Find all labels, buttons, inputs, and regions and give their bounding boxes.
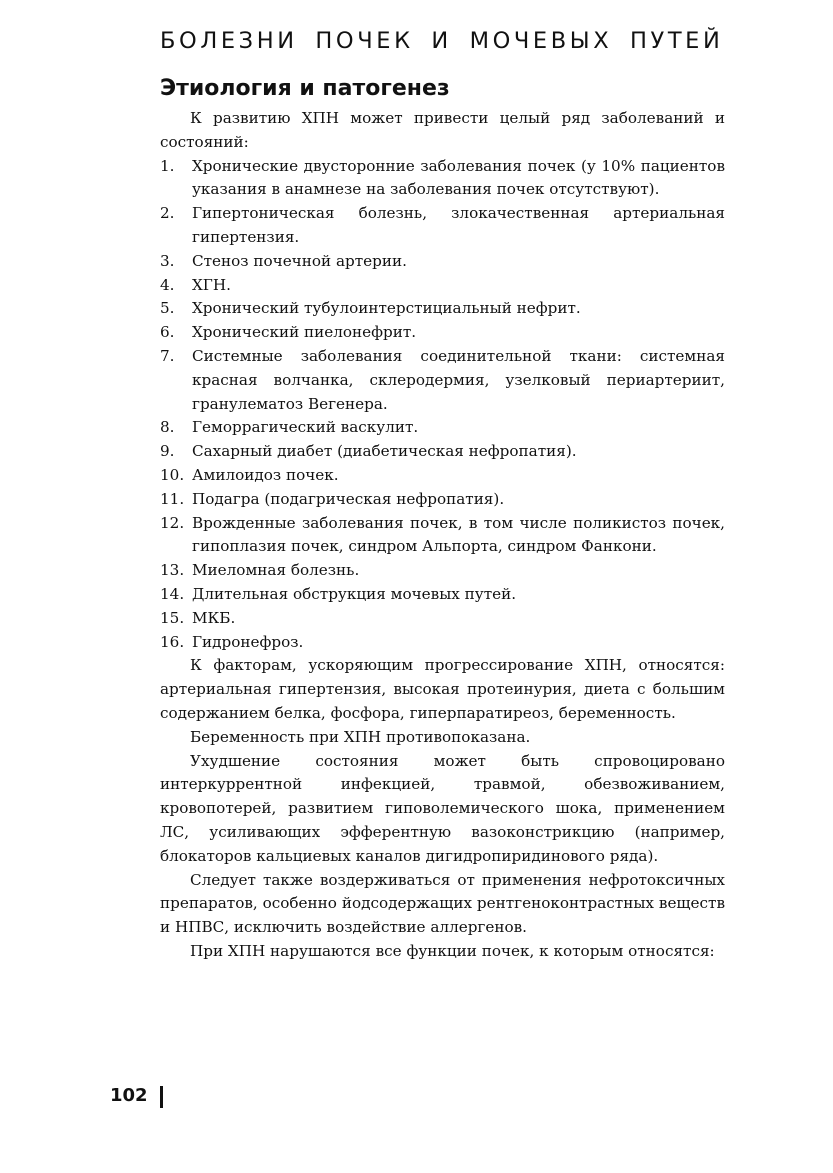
list-item xyxy=(160,559,725,583)
running-head: БОЛЕЗНИ ПОЧЕК И МОЧЕВЫХ ПУТЕЙ xyxy=(160,28,724,54)
list-item-number: 13. xyxy=(160,561,185,580)
list-item xyxy=(160,416,725,440)
list-item-number: 14. xyxy=(160,584,185,603)
list-item xyxy=(160,274,725,298)
body-text xyxy=(160,107,725,964)
list-item xyxy=(160,345,725,416)
list-item-text: Гидронефроз. xyxy=(192,632,304,651)
list-item-number: 12. xyxy=(160,513,185,532)
list-item-text: Длительная обструкция мочевых путей. xyxy=(192,584,517,603)
list-item-number: 15. xyxy=(160,608,185,627)
list-item-text: Хронический тубулоинтерстициальный нефрит. xyxy=(192,299,581,318)
list-item-text: ХГН. xyxy=(192,275,231,294)
deterioration-paragraph: Ухудшение состояния может быть спровоцировано интеркуррентной инфекцией, травмой, обезвоживанием, кровопотерей, развитием гиповолемического шока, применением ЛС, усиливающих эфферентную вазоконстрикцию (например, блокаторов кальциевых каналов дигидропиридинового ряда). xyxy=(160,751,725,865)
list-item-number: 11. xyxy=(160,489,185,508)
list-item-text: Гипертоническая болезнь, злокачественная артериальная гипертензия. xyxy=(192,204,725,246)
list-item-text: Хронический пиелонефрит. xyxy=(192,323,417,342)
list-item-text: Миеломная болезнь. xyxy=(192,561,360,580)
list-item-number: 2. xyxy=(160,204,175,223)
risk-factors-paragraph: К факторам, ускоряющим прогрессирование ХПН, относятся: артериальная гипертензия, высокая протеинурия, диета с большим содержанием белка, фосфора, гиперпаратиреоз, беременность. xyxy=(160,656,725,722)
list-item xyxy=(160,321,725,345)
list-item xyxy=(160,202,725,250)
list-item xyxy=(160,512,725,560)
list-item xyxy=(160,607,725,631)
list-item xyxy=(160,488,725,512)
avoid-drugs-paragraph: Следует также воздерживаться от применения нефротоксичных препаратов, особенно йодсодержащих рентгеноконтрастных веществ и НПВС, исключить воздействие аллергенов. xyxy=(160,870,725,937)
list-item-text: Стеноз почечной артерии. xyxy=(192,251,407,270)
list-item-text: Сахарный диабет (диабетическая нефропатия). xyxy=(192,442,577,461)
intro-paragraph: К развитию ХПН может привести целый ряд заболеваний и состояний: xyxy=(160,109,725,151)
list-item-number: 5. xyxy=(160,299,175,318)
page-number: 102 xyxy=(110,1085,148,1106)
list-item xyxy=(160,583,725,607)
list-item-number: 10. xyxy=(160,465,185,484)
list-item-number: 7. xyxy=(160,346,175,365)
list-item-number: 9. xyxy=(160,442,175,461)
list-item-number: 4. xyxy=(160,275,175,294)
list-item-text: Геморрагический васкулит. xyxy=(192,418,419,437)
list-item-number: 1. xyxy=(160,156,175,175)
list-item xyxy=(160,464,725,488)
page-number-divider xyxy=(160,1086,163,1108)
list-item xyxy=(160,297,725,321)
list-item-number: 3. xyxy=(160,251,175,270)
kidney-functions-paragraph: При ХПН нарушаются все функции почек, к которым относятся: xyxy=(190,941,715,960)
list-item xyxy=(160,631,725,655)
list-item-text: Амилоидоз почек. xyxy=(192,465,339,484)
list-item-text: МКБ. xyxy=(192,608,236,627)
list-item-text: Врожденные заболевания почек, в том числе поликистоз почек, гипоплазия почек, синдром Альпорта, синдром Фанкони. xyxy=(192,513,725,556)
list-item xyxy=(160,440,725,464)
list-item-text: Системные заболевания соединительной ткани: системная красная волчанка, склеродермия, узелковый периартериит, гранулематоз Вегенера. xyxy=(192,346,725,413)
list-item-number: 8. xyxy=(160,418,175,437)
list-item-text: Хронические двусторонние заболевания почек (у 10% пациентов указания в анамнезе на заболевания почек отсутствуют). xyxy=(192,156,725,199)
list-item-number: 16. xyxy=(160,632,185,651)
pregnancy-paragraph: Беременность при ХПН противопоказана. xyxy=(190,727,531,746)
list-item-text: Подагра (подагрическая нефропатия). xyxy=(192,489,505,508)
list-item-number: 6. xyxy=(160,323,175,342)
list-item xyxy=(160,155,725,203)
causes-list xyxy=(160,155,725,655)
section-heading: Этиология и патогенез xyxy=(160,76,450,101)
list-item xyxy=(160,250,725,274)
